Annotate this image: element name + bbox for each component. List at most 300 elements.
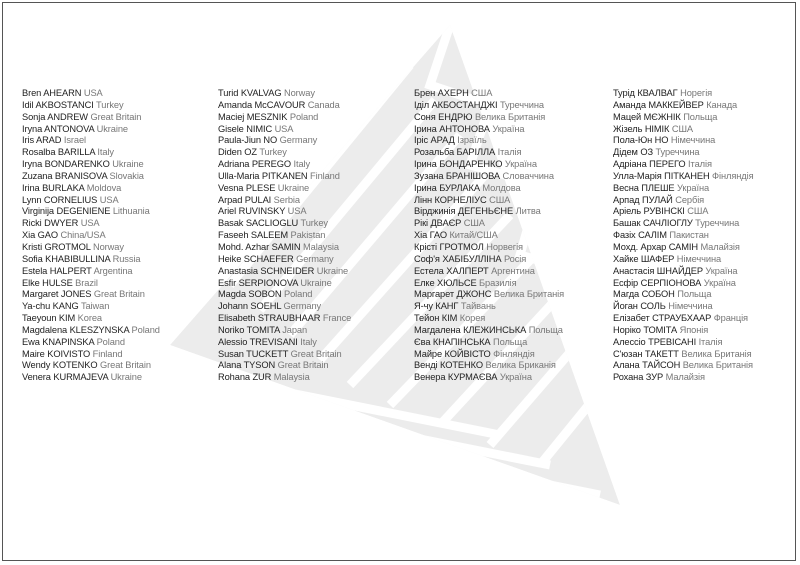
participant-name: Маргарет ДЖОНС	[414, 289, 492, 300]
participant-row	[22, 195, 160, 207]
participant-name: Sofia KHABIBULLINA	[22, 253, 111, 264]
participant-country: Finland	[92, 348, 123, 359]
participant-name: Iryna ANTONOVA	[22, 123, 95, 134]
participant-country: США	[463, 218, 485, 229]
participant-country: Норвегія	[486, 241, 523, 252]
participant-country: Словаччина	[502, 170, 554, 181]
participant-row	[613, 230, 754, 242]
participant-row	[218, 195, 351, 207]
participant-country: Україна	[504, 159, 537, 170]
participant-name: Алессіо ТРЕВІСАНІ	[613, 336, 697, 347]
participant-country: USA	[274, 123, 294, 134]
participant-country: USA	[83, 88, 103, 98]
participant-name: Норіко ТОМІТА	[613, 324, 678, 335]
participant-country: Україна	[499, 372, 532, 383]
participant-row	[22, 360, 160, 372]
participant-name: Elisabeth STRAUBHAAR	[218, 313, 321, 324]
participant-row	[613, 254, 754, 266]
participant-row	[414, 325, 564, 337]
participant-country: Німеччина	[668, 301, 713, 312]
participant-row	[218, 171, 351, 183]
participant-name: Брен АХЕРН	[414, 88, 469, 98]
participant-name: Турід КВАЛВАГ	[613, 88, 678, 98]
column-en-2	[218, 88, 351, 384]
participant-row	[218, 183, 351, 195]
participant-country: Ukraine	[316, 265, 349, 276]
participant-name: Магда СОБОН	[613, 289, 675, 300]
participant-name: Хайке ШАФЕР	[613, 253, 675, 264]
participant-country: Malaysia	[303, 241, 339, 252]
participant-name: Idil AKBOSTANCI	[22, 99, 94, 110]
participant-name: Елке ХЮЛЬСЕ	[414, 277, 477, 288]
participant-row	[613, 135, 754, 147]
participant-name: Amanda McCAVOUR	[218, 99, 306, 110]
participant-name: Ірина АНТОНОВА	[414, 123, 490, 134]
participant-row	[414, 112, 564, 124]
participant-name: Anastasia SCHNEIDER	[218, 265, 315, 276]
participant-row	[22, 337, 160, 349]
participant-name: Фазіх САЛІМ	[613, 230, 667, 241]
participant-row	[613, 325, 754, 337]
participant-name: Venera KURMAJEVA	[22, 372, 109, 383]
participant-row	[613, 372, 754, 384]
participant-country: Туреччина	[655, 147, 700, 158]
participant-row	[414, 230, 564, 242]
participant-name: Арпад ПУЛАЙ	[613, 194, 673, 205]
participant-country: Turkey	[300, 218, 328, 229]
participant-name: Ricki DWYER	[22, 218, 79, 229]
participant-country: Argentina	[93, 265, 133, 276]
participant-row	[613, 206, 754, 218]
participant-name: Paula-Jiun NO	[218, 135, 278, 146]
participant-country: Ukraine	[96, 123, 128, 134]
participant-country: Korea	[77, 313, 102, 324]
participant-row	[613, 266, 754, 278]
participant-name: Gisele NIMIC	[218, 123, 273, 134]
participant-country: Japan	[282, 324, 308, 335]
participant-name: Розальба БАРІЛЛА	[414, 147, 496, 158]
participant-name: Рохана ЗУР	[613, 372, 664, 383]
participant-name: Rohana ZUR	[218, 372, 272, 383]
participant-row	[414, 278, 564, 290]
participant-name: Turid KVALVAG	[218, 88, 282, 98]
participant-country: Польща	[493, 336, 528, 347]
participant-country: Україна	[677, 182, 710, 193]
participant-row	[218, 360, 351, 372]
participant-row	[22, 112, 160, 124]
participant-name: Крісті ГРОТМОЛ	[414, 241, 484, 252]
participant-name: Maciej MESZNIK	[218, 111, 288, 122]
participant-country: Slovakia	[109, 170, 144, 181]
participant-name: Дідем ОЗ	[613, 147, 653, 158]
participant-row	[414, 313, 564, 325]
participant-country: Brazil	[75, 277, 98, 288]
participant-row	[218, 159, 351, 171]
participant-name: Соня ЕНДРЮ	[414, 111, 473, 122]
participant-country: Ізраїль	[457, 135, 487, 146]
participant-name: Rosalba BARILLA	[22, 147, 95, 158]
participant-country: Italy	[293, 159, 311, 170]
participant-name: Ariel RUVINSKY	[218, 206, 286, 217]
participant-row	[22, 325, 160, 337]
participant-row	[218, 349, 351, 361]
participant-country: Ukraine	[112, 159, 144, 170]
participant-row	[22, 313, 160, 325]
participant-name: Heike SCHAEFER	[218, 253, 294, 264]
participant-name: Улла-Марія ПІТКАНЕН	[613, 170, 710, 181]
participant-row	[218, 313, 351, 325]
participant-country: Молдова	[482, 182, 521, 193]
participant-row	[613, 360, 754, 372]
participant-row	[613, 159, 754, 171]
participant-name: Тейон КІМ	[414, 313, 458, 324]
participant-country: Норегія	[680, 88, 713, 98]
participant-row	[414, 124, 564, 136]
participant-name: Есфір СЕРПІОНОВА	[613, 277, 702, 288]
participant-name: Sonja ANDREW	[22, 111, 88, 122]
participant-country: Russia	[112, 253, 141, 264]
participant-row	[22, 206, 160, 218]
participant-country: Pakistan	[290, 230, 326, 241]
participant-row	[22, 254, 160, 266]
participant-country: Велика Бриканія	[485, 360, 556, 371]
participant-country: Канада	[706, 99, 738, 110]
participant-row	[22, 218, 160, 230]
participant-country: USA	[99, 194, 119, 205]
participant-country: Велика Британія	[682, 360, 753, 371]
participant-country: Польща	[528, 324, 563, 335]
participant-row	[613, 195, 754, 207]
participant-row	[414, 147, 564, 159]
participant-row	[414, 195, 564, 207]
participant-name: Рікі ДВАЄР	[414, 218, 462, 229]
participant-row	[22, 242, 160, 254]
participant-name: Мацей МЄЖНІК	[613, 111, 681, 122]
participant-name: Alana TYSON	[218, 360, 276, 371]
participant-row	[218, 289, 351, 301]
participant-country: Польща	[677, 289, 712, 300]
participant-country: Germany	[296, 253, 334, 264]
participant-row	[414, 372, 564, 384]
participant-country: Norway	[92, 241, 124, 252]
participant-row	[613, 88, 754, 100]
participant-country: Ukraine	[300, 277, 332, 288]
participant-country: Фінляндія	[712, 170, 754, 181]
participant-name: Arpad PULAI	[218, 194, 272, 205]
participant-country: Great Britain	[277, 360, 329, 371]
participant-row	[218, 266, 351, 278]
participant-name: Башак САЧЛІОГЛУ	[613, 218, 693, 229]
participant-country: Італія	[698, 336, 723, 347]
participant-row	[22, 349, 160, 361]
participant-row	[613, 112, 754, 124]
participant-row	[218, 325, 351, 337]
participant-country: Serbia	[273, 194, 300, 205]
participant-row	[218, 147, 351, 159]
participant-row	[218, 100, 351, 112]
participant-country: Японія	[679, 324, 709, 335]
participant-name: Алана ТАЙСОН	[613, 360, 681, 371]
participant-row	[22, 135, 160, 147]
column-en-1	[22, 88, 160, 384]
participant-name: Йоган СОЛЬ	[613, 301, 666, 312]
participant-country: Ukraine	[277, 182, 310, 193]
participant-name: Irina BURLAKA	[22, 182, 85, 193]
participant-country: Тайвань	[460, 301, 496, 312]
participant-name: Susan TUCKETT	[218, 348, 289, 359]
participant-name: Я-чу КАНГ	[414, 301, 459, 312]
participant-name: Elke HULSE	[22, 277, 73, 288]
participant-name: Lynn CORNELIUS	[22, 194, 98, 205]
participant-row	[613, 147, 754, 159]
participant-row	[414, 135, 564, 147]
participant-row	[613, 289, 754, 301]
participant-country: Литва	[515, 206, 541, 217]
participant-row	[22, 278, 160, 290]
participant-row	[218, 112, 351, 124]
participant-name: Adriana PEREGO	[218, 159, 292, 170]
participant-country: Бразилія	[479, 277, 517, 288]
participant-row	[218, 124, 351, 136]
participant-row	[218, 372, 351, 384]
participant-row	[414, 337, 564, 349]
participant-row	[22, 372, 160, 384]
participant-country: France	[322, 313, 352, 324]
participant-row	[613, 349, 754, 361]
participant-row	[218, 242, 351, 254]
participant-country: Italy	[97, 147, 114, 158]
participant-country: Turkey	[259, 147, 287, 158]
participant-country: Малайзія	[665, 372, 705, 383]
participant-name: Alessio TREVISANI	[218, 336, 298, 347]
participant-country: Китай/США	[449, 230, 498, 241]
participant-name: Венера КУРМАЄВА	[414, 372, 498, 383]
participant-country: Росія	[503, 253, 527, 264]
participant-country: Malaysia	[273, 372, 310, 383]
participant-row	[613, 278, 754, 290]
participant-country: Israel	[63, 135, 87, 146]
participant-country: Аргентина	[491, 265, 535, 276]
participant-row	[218, 88, 351, 100]
participant-name: Zuzana BRANISOVA	[22, 170, 108, 181]
participant-country: Great Britain	[93, 289, 145, 300]
participant-name: Аріель РУВІНСКІ	[613, 206, 685, 217]
column-uk-1	[414, 88, 564, 384]
participant-row	[22, 147, 160, 159]
participant-country: Great Britain	[290, 348, 342, 359]
participant-country: Польща	[683, 111, 718, 122]
participant-name: Ya-chu KANG	[22, 301, 79, 312]
participant-row	[218, 254, 351, 266]
participant-country: Велика Британія	[493, 289, 565, 300]
participant-name: Estela HALPERT	[22, 265, 92, 276]
participant-row	[218, 218, 351, 230]
participant-row	[218, 278, 351, 290]
column-uk-2	[613, 88, 754, 384]
participant-row	[414, 360, 564, 372]
participant-country: Italy	[300, 336, 317, 347]
participant-row	[22, 124, 160, 136]
participant-row	[218, 135, 351, 147]
participant-country: Poland	[96, 336, 125, 347]
participant-name: Соф'я ХАБІБУЛЛІНА	[414, 253, 502, 264]
participant-name: Естела ХАЛПЕРТ	[414, 265, 489, 276]
participant-name: Ulla-Maria PITKANEN	[218, 170, 308, 181]
participant-country: Germany	[279, 135, 318, 146]
participant-country: США	[671, 123, 693, 134]
participant-name: Елізабет СТРАУБХААР	[613, 313, 712, 324]
participant-country: Canada	[307, 99, 340, 110]
participant-name: Diden OZ	[218, 147, 257, 158]
participant-country: Poland	[289, 111, 319, 122]
participant-row	[613, 242, 754, 254]
participant-row	[22, 183, 160, 195]
participant-name: Bren AHEARN	[22, 88, 82, 98]
participant-name: Зузана БРАНІШОВА	[414, 170, 501, 181]
participant-name: Магдалена КЛЕЖИНСЬКА	[414, 324, 527, 335]
participant-row	[22, 301, 160, 313]
participant-country: Україна	[492, 123, 525, 134]
participant-country: Україна	[703, 277, 736, 288]
participant-country: Україна	[705, 265, 738, 276]
participant-row	[22, 159, 160, 171]
participant-country: Ukraine	[110, 372, 142, 383]
participant-country: Taiwan	[80, 301, 110, 312]
participant-country: USA	[287, 206, 307, 217]
participant-row	[613, 124, 754, 136]
participant-row	[613, 183, 754, 195]
participant-row	[414, 349, 564, 361]
participant-name: Margaret JONES	[22, 289, 92, 300]
participant-row	[218, 230, 351, 242]
participant-name: Iris ARAD	[22, 135, 62, 146]
participant-name: Хіа ГАО	[414, 230, 447, 241]
participant-country: China/USA	[60, 230, 106, 241]
participant-name: Ірина БОНДАРЕНКО	[414, 159, 503, 170]
participant-name: Noriko TOMITA	[218, 324, 280, 335]
participant-country: Німеччина	[670, 135, 716, 146]
participant-row	[414, 254, 564, 266]
participant-name: Maire KOIVISTO	[22, 348, 91, 359]
participant-country: Італія	[688, 159, 712, 170]
participant-name: Лінн КОРНЕЛІУС	[414, 194, 487, 205]
participant-country: Туреччина	[695, 218, 740, 229]
participant-row	[22, 230, 160, 242]
participant-country: Франція	[713, 313, 748, 324]
participant-row	[22, 289, 160, 301]
participant-name: Mohd. Azhar SAMIN	[218, 241, 301, 252]
participant-name: Esfir SERPIONOVA	[218, 277, 298, 288]
participant-row	[613, 313, 754, 325]
participant-country: Lithuania	[112, 206, 150, 217]
participant-row	[613, 171, 754, 183]
participant-row	[218, 206, 351, 218]
participant-name: Kristi GROTMOL	[22, 241, 91, 252]
participant-row	[414, 183, 564, 195]
participant-name: Magdalena KLESZYNSKA	[22, 324, 130, 335]
participant-country: Turkey	[96, 99, 124, 110]
participant-country: Малайзія	[700, 241, 740, 252]
participant-name: Пола-Юн НО	[613, 135, 669, 146]
participant-name: Вірджинія ДЕГЕНЬЄНЕ	[414, 206, 514, 217]
participant-name: Анастасія ШНАЙДЕР	[613, 265, 703, 276]
participant-row	[22, 266, 160, 278]
participant-name: Magda SOBON	[218, 289, 282, 300]
participant-name: Мохд. Архар САМІН	[613, 241, 698, 252]
participant-country: Moldova	[86, 182, 122, 193]
participant-row	[613, 301, 754, 313]
participant-country: Корея	[459, 313, 486, 324]
participant-name: Xia GAO	[22, 230, 58, 241]
participant-name: Basak SACLIOGLU	[218, 218, 299, 229]
participant-row	[22, 171, 160, 183]
participant-name: Адріана ПЕРЕГО	[613, 159, 686, 170]
participant-row	[218, 337, 351, 349]
participant-country: Італія	[497, 147, 522, 158]
participant-row	[22, 100, 160, 112]
participant-name: Virginija DEGENIENE	[22, 206, 111, 217]
participant-country: Пакистан	[669, 230, 709, 241]
participant-name: Майре КОЙВІСТО	[414, 348, 491, 359]
participant-row	[414, 100, 564, 112]
participant-row	[414, 242, 564, 254]
participant-name: Wendy KOTENKO	[22, 360, 98, 371]
participant-country: Norway	[283, 88, 315, 98]
participant-row	[414, 171, 564, 183]
participant-name: Iryna BONDARENKO	[22, 159, 110, 170]
participant-name: Taeyoun KIM	[22, 313, 76, 324]
participant-row	[22, 88, 160, 100]
participant-name: Венді КОТЕНКО	[414, 360, 483, 371]
participant-country: Great Britain	[100, 360, 151, 371]
participant-country: Poland	[131, 324, 160, 335]
participant-name: Faseeh SALEEM	[218, 230, 289, 241]
participant-name: Іділ АКБОСТАНДЖІ	[414, 99, 498, 110]
participant-country: США	[471, 88, 493, 98]
participant-row	[613, 218, 754, 230]
participant-row	[414, 88, 564, 100]
participant-name: Ewa KNAPINSKA	[22, 336, 95, 347]
participant-country: США	[489, 194, 511, 205]
participant-country: Great Britain	[90, 111, 142, 122]
participant-row	[414, 301, 564, 313]
participant-country: Фінляндія	[493, 348, 535, 359]
participant-name: Ірина БУРЛАКА	[414, 182, 480, 193]
participant-country: Велика Британія	[474, 111, 546, 122]
participant-name: Єва КНАПІНСЬКА	[414, 336, 491, 347]
participant-row	[414, 159, 564, 171]
participant-country: USA	[80, 218, 100, 229]
participant-row	[414, 206, 564, 218]
participant-name: Johann SOEHL	[218, 301, 282, 312]
participant-row	[613, 100, 754, 112]
participant-name: С'юзан ТАКЕТТ	[613, 348, 679, 359]
participant-row	[613, 337, 754, 349]
participant-row	[414, 266, 564, 278]
participant-country: Germany	[283, 301, 322, 312]
participant-country: Велика Британія	[681, 348, 752, 359]
participant-country: Німеччина	[676, 253, 722, 264]
participant-country: США	[687, 206, 709, 217]
participant-name: Жізель НІМІК	[613, 123, 670, 134]
participant-name: Весна ПЛЕШЕ	[613, 182, 675, 193]
participant-country: Туреччина	[499, 99, 544, 110]
participant-country: Finland	[310, 170, 340, 181]
participant-row	[218, 301, 351, 313]
participant-row	[414, 218, 564, 230]
participant-country: Poland	[283, 289, 313, 300]
participant-name: Аманда МАККЕЙВЕР	[613, 99, 704, 110]
